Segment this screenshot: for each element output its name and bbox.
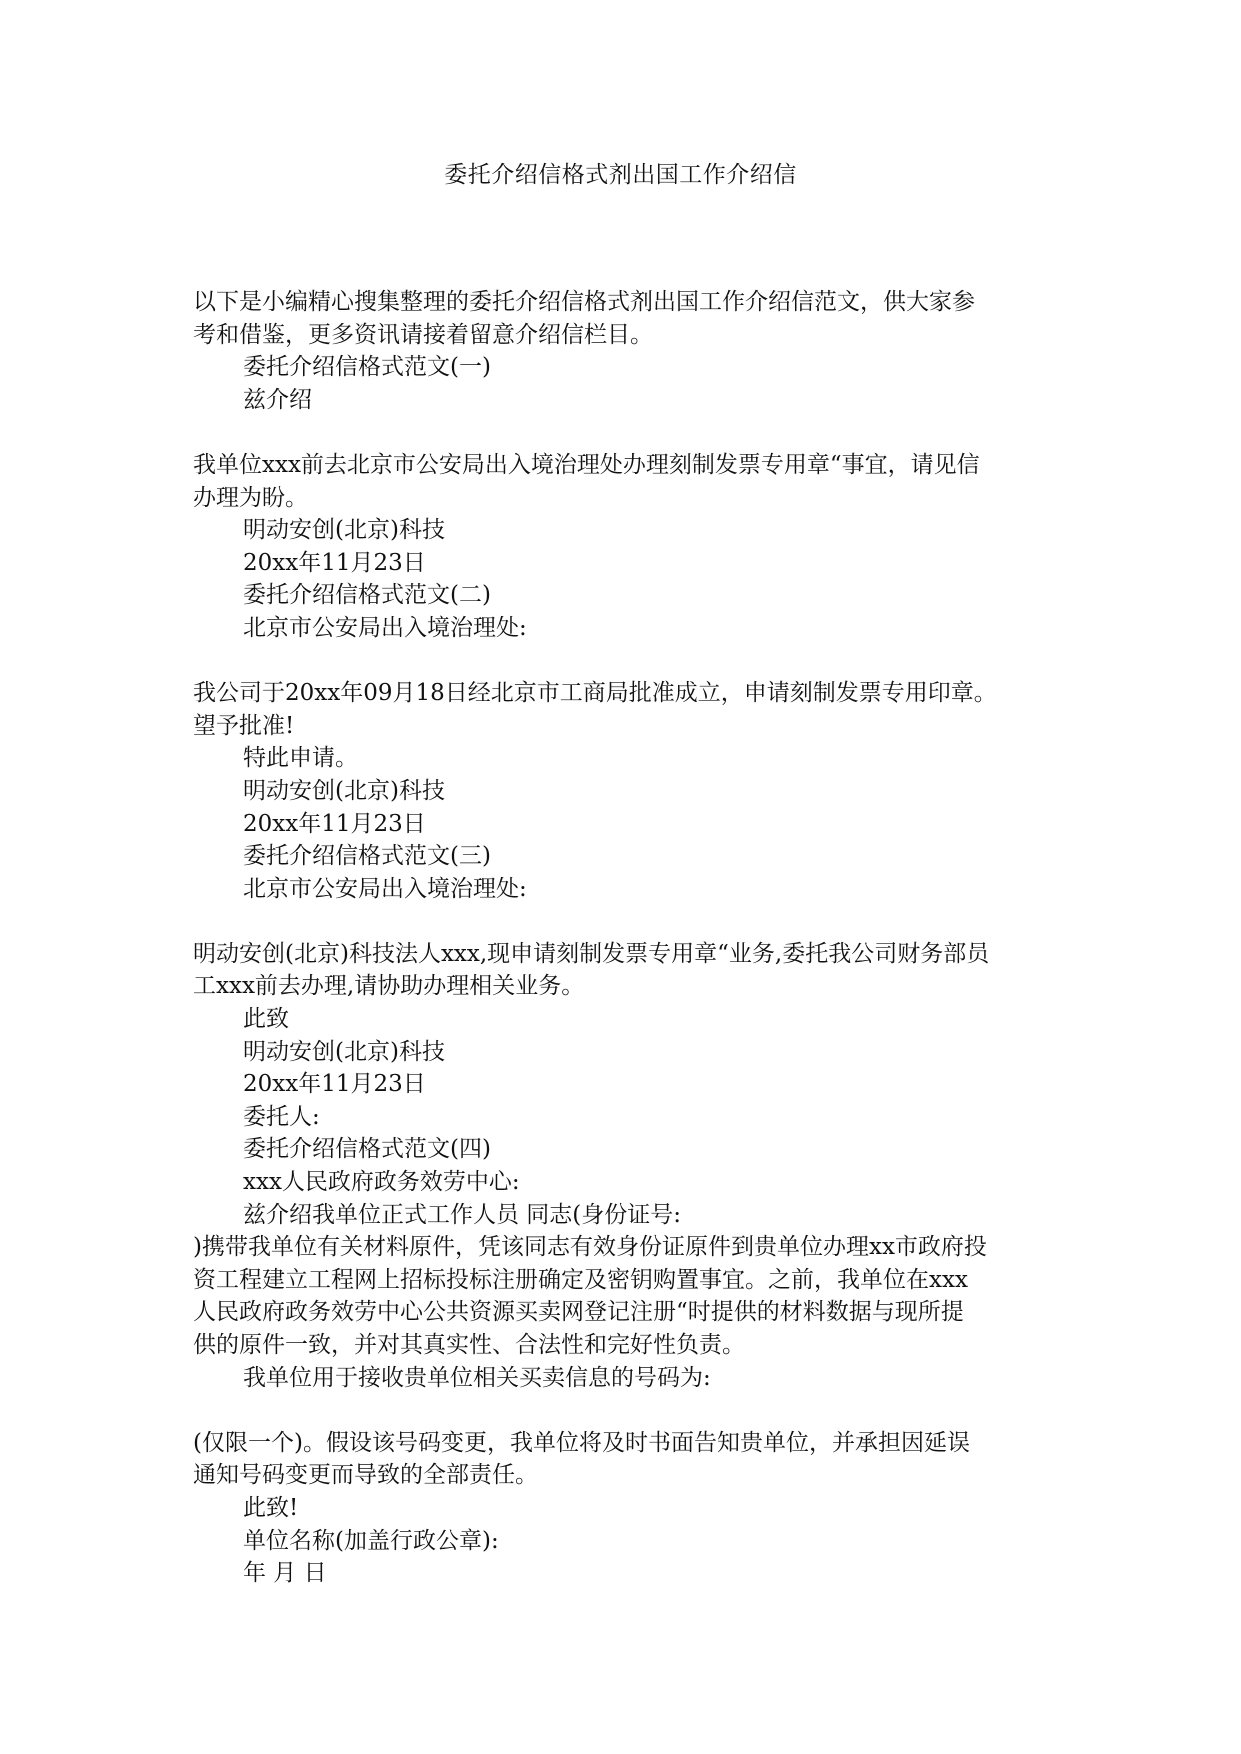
text-line: 委托介绍信格式范文(三): [243, 843, 491, 870]
text-line: 明动安创(北京)科技: [243, 777, 445, 804]
text-line: 委托介绍信格式范文(四): [243, 1136, 491, 1163]
text-line: 年 月 日: [243, 1560, 327, 1587]
text-line: 委托介绍信格式范文(一): [243, 354, 491, 381]
text-line: 明动安创(北京)科技法人xxx,现申请刻制发票专用章“业务,委托我公司财务部员: [193, 940, 990, 967]
text-line: 特此申请。: [243, 745, 358, 772]
text-line: 供的原件一致，并对其真实性、合法性和完好性负责。: [193, 1332, 745, 1358]
text-line: 兹介绍: [243, 386, 312, 413]
text-line: (仅限一个)。假设该号码变更，我单位将及时书面告知贵单位，并承担因延误: [193, 1429, 970, 1456]
text-line: 20xx年11月23日: [243, 1071, 426, 1098]
text-line: 明动安创(北京)科技: [243, 1038, 445, 1065]
text-line: 此致: [243, 1006, 289, 1033]
blank-line: [193, 645, 1063, 678]
text-line: 20xx年11月23日: [243, 549, 426, 576]
text-line: 工xxx前去办理,请协助办理相关业务。: [193, 973, 585, 1000]
text-line: 办理为盼。: [193, 484, 308, 511]
text-line: 望予批准!: [193, 712, 295, 739]
blank-line: [193, 905, 1063, 938]
document-body: [193, 286, 1063, 1590]
text-line: 单位名称(加盖行政公章):: [243, 1527, 499, 1554]
text-line: 明动安创(北京)科技: [243, 517, 445, 544]
text-line: 委托介绍信格式范文(二): [243, 582, 491, 609]
text-line: xxx人民政府政务效劳中心:: [243, 1169, 520, 1196]
text-line: 20xx年11月23日: [243, 810, 426, 837]
text-line: 我单位xxx前去北京市公安局出入境治理处办理刻制发票专用章“事宜，请见信: [193, 451, 980, 478]
text-line: 资工程建立工程网上招标投标注册确定及密钥购置事宜。之前，我单位在xxx: [193, 1266, 968, 1293]
text-line: 人民政府政务效劳中心公共资源买卖网登记注册“时提供的材料数据与现所提: [193, 1299, 964, 1326]
blank-line: [193, 416, 1063, 449]
text-line: 以下是小编精心搜集整理的委托介绍信格式剂出国工作介绍信范文，供大家参: [193, 289, 975, 315]
text-line: 委托人:: [243, 1103, 320, 1130]
text-line: )携带我单位有关材料原件，凭该同志有效身份证原件到贵单位办理xx市政府投: [193, 1234, 987, 1261]
blank-line: [193, 1394, 1063, 1427]
text-line: 兹介绍我单位正式工作人员 同志(身份证号:: [243, 1201, 682, 1228]
text-line: 此致!: [243, 1494, 299, 1521]
document-title: 委托介绍信格式剂出国工作介绍信: [444, 162, 797, 188]
text-line: 考和借鉴，更多资讯请接着留意介绍信栏目。: [193, 321, 653, 348]
text-line: 通知号码变更而导致的全部责任。: [193, 1462, 538, 1489]
text-line: 北京市公安局出入境治理处:: [243, 614, 527, 641]
text-line: 北京市公安局出入境治理处:: [243, 875, 527, 902]
text-line: 我单位用于接收贵单位相关买卖信息的号码为:: [243, 1364, 711, 1391]
text-line: 我公司于20xx年09月18日经北京市工商局批准成立，申请刻制发票专用印章。: [193, 680, 997, 707]
